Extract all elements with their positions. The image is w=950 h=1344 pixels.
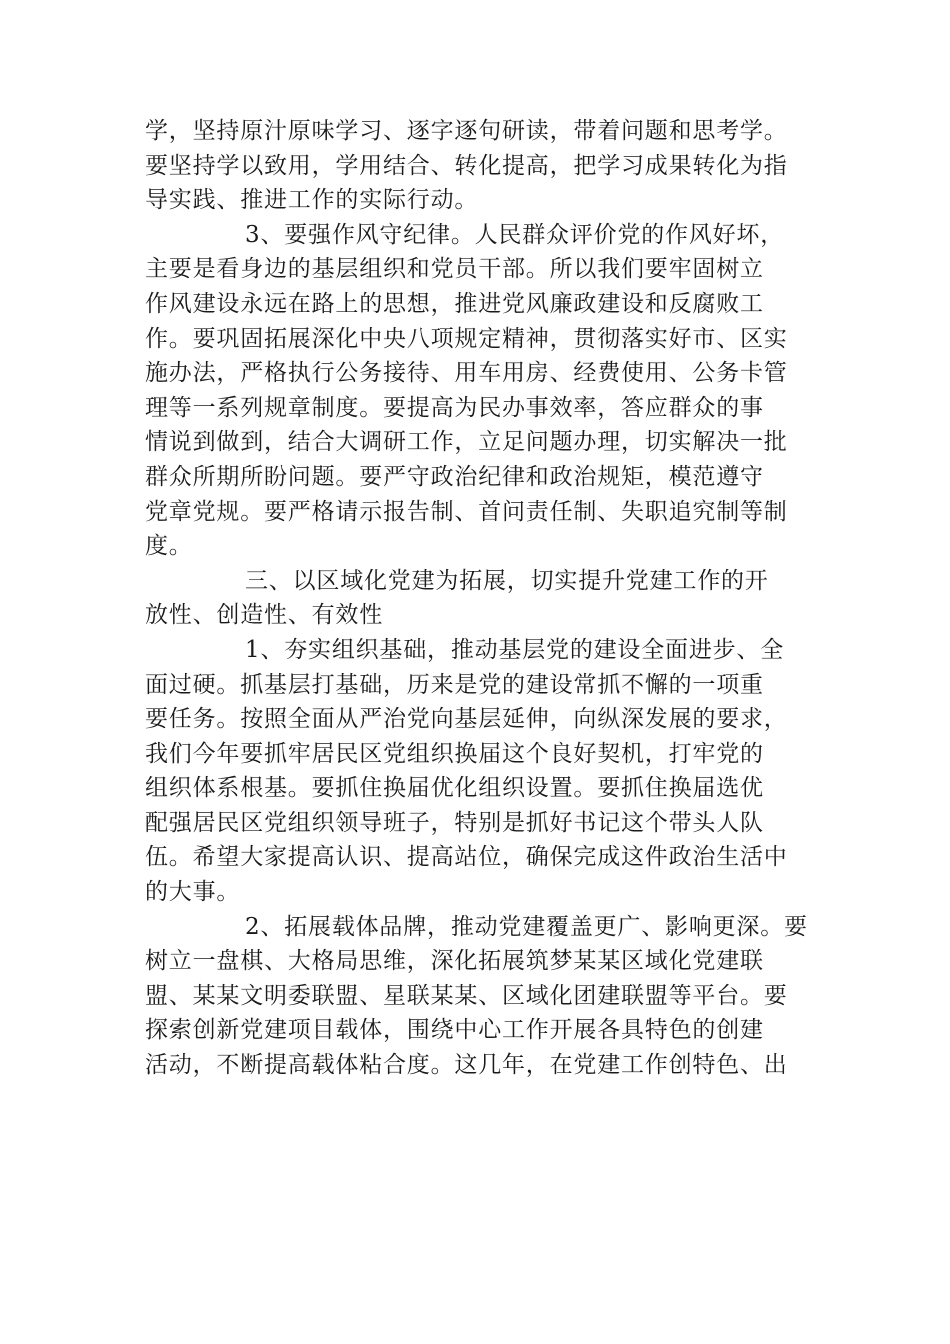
text-line: 面过硬。抓基层打基础，历来是党的建设常抓不懈的一项重 — [145, 671, 764, 698]
text-line: 我们今年要抓牢居民区党组织换届这个良好契机，打牢党的 — [145, 740, 764, 767]
text-line: 施办法，严格执行公务接待、用车用房、经费使用、公务卡管 — [145, 360, 788, 387]
paragraph-start-line: 1、夯实组织基础，推动基层党的建设全面进步、全 — [245, 636, 785, 663]
text-line: 伍。希望大家提高认识、提高站位，确保完成这件政治生活中 — [145, 844, 788, 871]
text-line: 作。要巩固拓展深化中央八项规定精神，贯彻落实好市、区实 — [145, 325, 788, 352]
text-line: 组织体系根基。要抓住换届优化组织设置。要抓住换届选优 — [145, 775, 764, 802]
text-line: 盟、某某文明委联盟、星联某某、区域化团建联盟等平台。要 — [145, 982, 788, 1009]
text-line: 探索创新党建项目载体，围绕中心工作开展各具特色的创建 — [145, 1017, 764, 1044]
text-line: 作风建设永远在路上的思想，推进党风廉政建设和反腐败工 — [145, 290, 764, 317]
paragraph-start-line: 2、拓展载体品牌，推动党建覆盖更广、影响更深。要 — [245, 913, 808, 940]
text-line: 导实践、推进工作的实际行动。 — [145, 187, 479, 214]
text-line: 要任务。按照全面从严治党向基层延伸，向纵深发展的要求， — [145, 706, 788, 733]
text-line: 的大事。 — [145, 879, 241, 906]
paragraph-start-line: 三、以区域化党建为拓展，切实提升党建工作的开 — [245, 567, 769, 594]
paragraph-start-line: 3、要强作风守纪律。人民群众评价党的作风好坏， — [245, 221, 785, 248]
text-line: 树立一盘棋、大格局思维，深化拓展筑梦某某区域化党建联 — [145, 948, 764, 975]
text-line: 配强居民区党组织领导班子，特别是抓好书记这个带头人队 — [145, 809, 764, 836]
text-line: 主要是看身边的基层组织和党员干部。所以我们要牢固树立 — [145, 256, 764, 283]
text-line: 党章党规。要严格请示报告制、首问责任制、失职追究制等制 — [145, 498, 788, 525]
text-line: 要坚持学以致用，学用结合、转化提高，把学习成果转化为指 — [145, 152, 788, 179]
text-line: 度。 — [145, 533, 193, 560]
text-line: 活动，不断提高载体粘合度。这几年，在党建工作创特色、出 — [145, 1052, 788, 1079]
text-line: 群众所期所盼问题。要严守政治纪律和政治规矩，模范遵守 — [145, 463, 764, 490]
document-body — [145, 114, 810, 1083]
text-line: 理等一系列规章制度。要提高为民办事效率，答应群众的事 — [145, 394, 764, 421]
text-line: 放性、创造性、有效性 — [145, 602, 383, 629]
text-line: 情说到做到，结合大调研工作，立足问题办理，切实解决一批 — [145, 429, 788, 456]
text-line: 学，坚持原汁原味学习、逐字逐句研读，带着问题和思考学。 — [145, 118, 788, 144]
